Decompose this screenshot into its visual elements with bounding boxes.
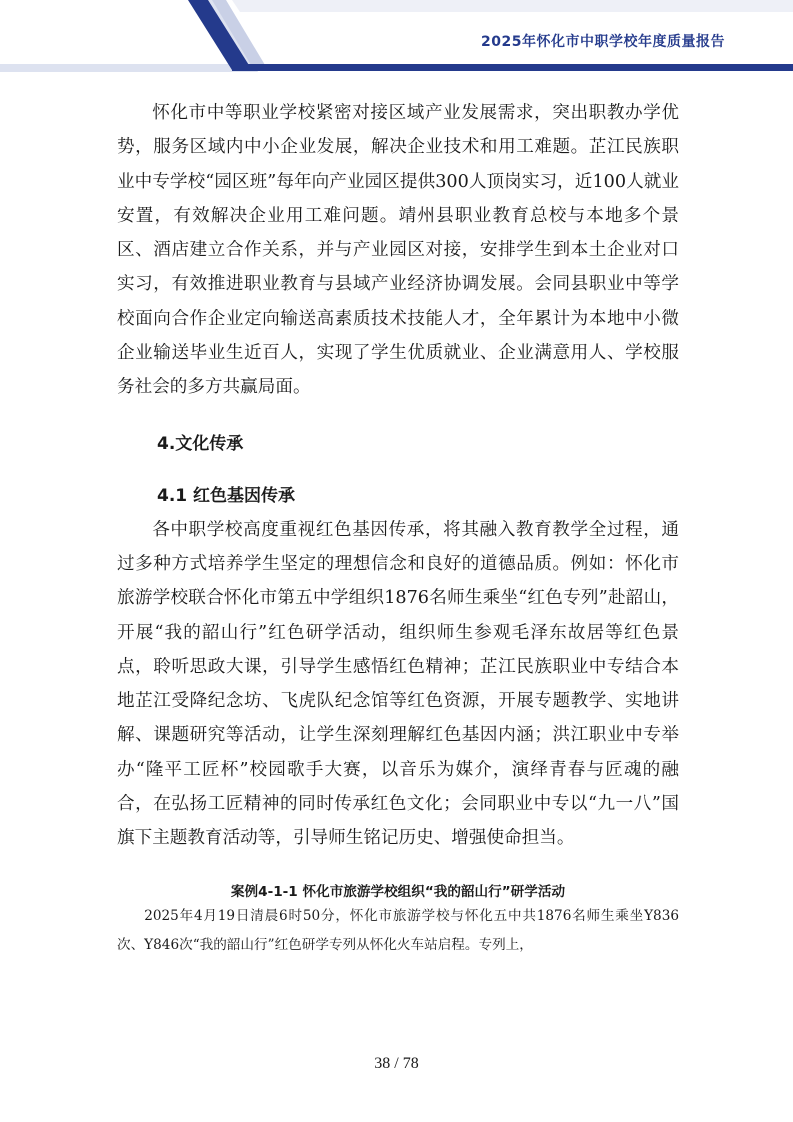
case-study-title: 案例4-1-1 怀化市旅游学校组织“我的韶山行”研学活动: [230, 883, 566, 900]
page-number: 38 / 78: [374, 1055, 419, 1072]
page-body: [117, 96, 679, 960]
section-heading-culture: 4.文化传承: [157, 433, 244, 454]
case-study-body: 2025年4月19日清晨6时50分，怀化市旅游学校与怀化五中共1876名师生乘坐Y836次、Y846次“我的韶山行”红色研学专列从怀化火车站启程。专列上，: [117, 907, 679, 953]
paragraph-service-enterprises: 怀化市中等职业学校紧密对接区域产业发展需求，突出职教办学优势，服务区域内中小企业发展，解决企业技术和用工难题。芷江民族职业中专学校“园区班”每年向产业园区提供300人顶岗实习，近100人就业安置，有效解决企业用工难问题。靖州县职业教育总校与本地多个景区、酒店建立合作关系，并与产业园区对接，安排学生到本土企业对口实习，有效推进职业教育与县域产业经济协调发展。会同县职业中等学校面向合作企业定向输送高素质技术技能人才，全年累计为本地中小微企业输送毕业生近百人，实现了学生优质就业、企业满意用人、学校服务社会的多方共赢局面。: [117, 103, 679, 398]
paragraph-red-gene: 各中职学校高度重视红色基因传承，将其融入教育教学全过程，通过多种方式培养学生坚定的理想信念和良好的道德品质。例如：怀化市旅游学校联合怀化市第五中学组织1876名师生乘坐“红色专列”赴韶山，开展“我的韶山行”红色研学活动，组织师生参观毛泽东故居等红色景点，聆听思政大课，引导学生感悟红色精神；芷江民族职业中专结合本地芷江受降纪念坊、飞虎队纪念馆等红色资源，开展专题教学、实地讲解、课题研究等活动，让学生深刻理解红色基因内涵；洪江职业中专举办“隆平工匠杯”校园歌手大赛，以音乐为媒介，演绎青春与匠魂的融合，在弘扬工匠精神的同时传承红色文化；会同职业中专以“九一八”国旗下主题教育活动等，引导师生铭记历史、增强使命担当。: [117, 519, 679, 849]
running-header-title: 2025年怀化市中职学校年度质量报告: [481, 34, 725, 50]
subsection-heading-red-gene: 4.1 红色基因传承: [157, 485, 296, 506]
